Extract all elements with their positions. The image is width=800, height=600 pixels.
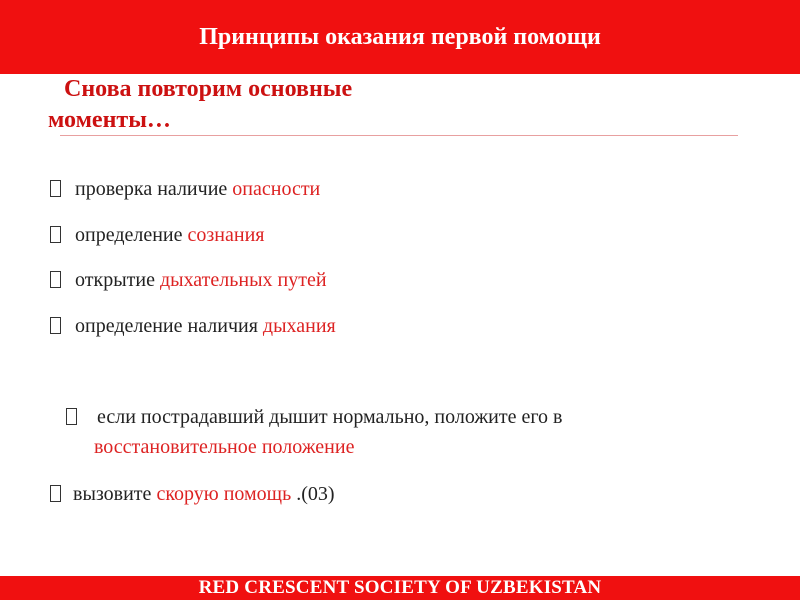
call-text: вызовите: [73, 483, 157, 505]
condition-item: [66, 402, 756, 462]
page-title: Принципы оказания первой помощи: [199, 23, 601, 50]
list-item-highlight: дыхания: [262, 315, 336, 337]
list-item: [50, 177, 320, 201]
list-item-text: определение наличия: [75, 315, 263, 337]
list-item-highlight: сознания: [187, 224, 265, 246]
condition-highlight: восстановительное положение: [94, 436, 355, 458]
list-item: [50, 314, 336, 338]
list-item-highlight: дыхательных путей: [159, 269, 327, 291]
list-item: [50, 223, 264, 247]
list-item: [50, 268, 327, 292]
bullet-icon: [50, 226, 61, 243]
header-bar: [0, 0, 800, 74]
list-item-text: проверка наличие: [75, 178, 233, 200]
bullet-icon: [50, 180, 61, 197]
divider: [60, 135, 738, 136]
call-suffix: .(03): [291, 483, 335, 505]
section-subtitle: Снова повторим основные моменты…: [48, 76, 353, 133]
list-item-text: открытие: [75, 269, 160, 291]
condition-text: если пострадавший дышит нормально, положите его в: [97, 406, 563, 428]
list-item-text: определение: [75, 224, 188, 246]
bullet-icon: [50, 317, 61, 334]
bullet-icon: [66, 408, 77, 425]
list-item-highlight: опасности: [232, 178, 321, 200]
bullet-icon: [50, 485, 61, 502]
footer-text: RED CRESCENT SOCIETY OF UZBEKISTAN: [198, 577, 602, 598]
call-highlight: скорую помощь: [156, 483, 292, 505]
footer-bar: [0, 576, 800, 600]
call-item: [50, 482, 335, 506]
bullet-icon: [50, 271, 61, 288]
